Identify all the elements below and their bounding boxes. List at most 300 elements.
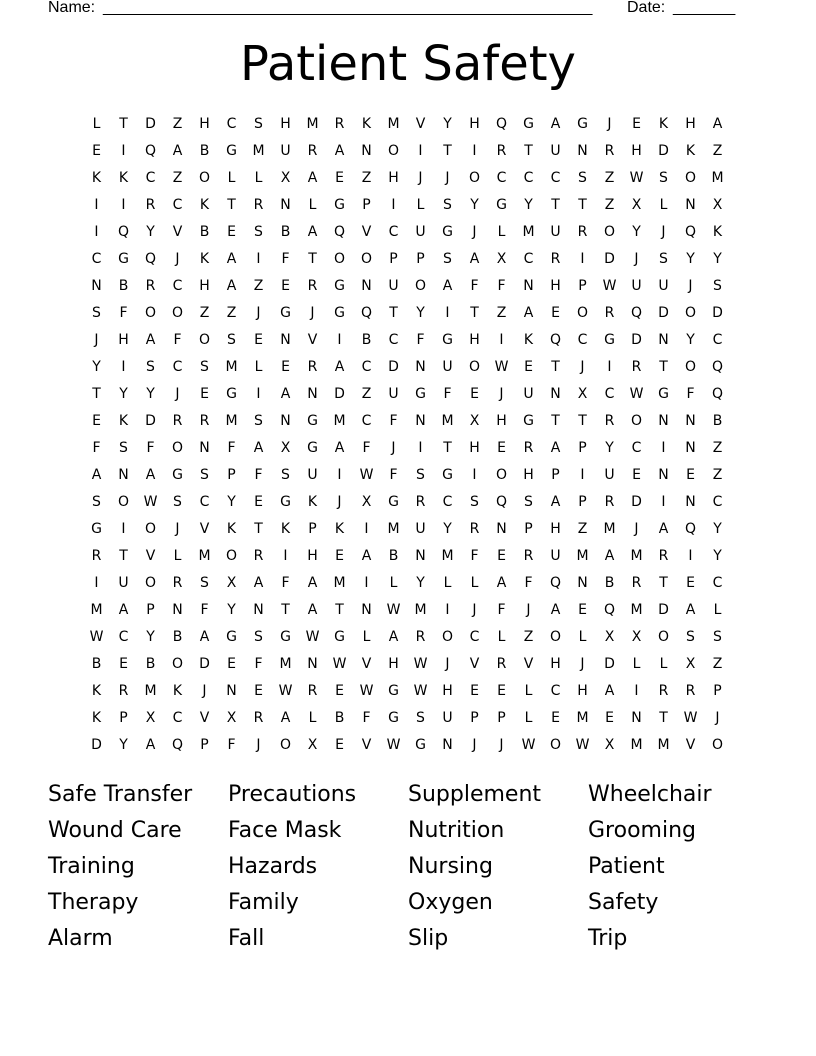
grid-letter: O xyxy=(279,737,292,753)
grid-letter: G xyxy=(442,224,453,240)
grid-letter: K xyxy=(91,170,102,186)
grid-letter: H xyxy=(523,467,534,483)
grid-letter: P xyxy=(416,251,425,267)
grid-letter: J xyxy=(472,224,477,240)
grid-letter: C xyxy=(442,494,453,510)
grid-letter: P xyxy=(389,251,398,267)
grid-letter: P xyxy=(578,440,587,456)
grid-letter: A xyxy=(334,359,345,375)
grid-letter: W xyxy=(413,683,428,699)
grid-row xyxy=(83,678,731,705)
grid-letter: O xyxy=(684,359,697,375)
grid-letter: H xyxy=(280,116,291,132)
grid-letter: H xyxy=(550,278,561,294)
grid-letter: S xyxy=(416,467,425,483)
grid-letter: Y xyxy=(686,332,695,348)
grid-letter: N xyxy=(685,413,696,429)
grid-letter: D xyxy=(604,656,615,672)
grid-letter: F xyxy=(146,440,155,456)
grid-letter: W xyxy=(386,737,401,753)
grid-letter: R xyxy=(172,413,183,429)
grid-letter: M xyxy=(333,413,346,429)
grid-letter: R xyxy=(145,278,156,294)
word-list-item: Face Mask xyxy=(228,818,342,843)
grid-letter: Y xyxy=(416,305,425,321)
grid-letter: J xyxy=(418,170,423,186)
grid-letter: J xyxy=(256,737,261,753)
grid-letter: W xyxy=(305,629,320,645)
word-list-item: Precautions xyxy=(228,782,357,807)
grid-letter: L xyxy=(308,197,317,213)
grid-letter: C xyxy=(361,359,372,375)
grid-letter: A xyxy=(388,629,399,645)
grid-letter: Y xyxy=(686,251,695,267)
grid-letter: N xyxy=(631,710,642,726)
word-list-item: Safety xyxy=(588,890,659,915)
grid-letter: E xyxy=(227,656,236,672)
grid-letter: A xyxy=(334,440,345,456)
grid-row xyxy=(83,597,731,624)
grid-letter: L xyxy=(254,359,263,375)
grid-letter: R xyxy=(415,494,426,510)
grid-letter: Y xyxy=(146,224,155,240)
grid-letter: O xyxy=(171,656,184,672)
grid-letter: U xyxy=(307,467,318,483)
grid-letter: X xyxy=(712,197,723,213)
grid-letter: O xyxy=(495,467,508,483)
grid-letter: U xyxy=(442,710,453,726)
grid-letter: V xyxy=(199,710,210,726)
grid-letter: Z xyxy=(361,386,372,402)
worksheet-header xyxy=(48,0,748,20)
grid-letter: C xyxy=(172,197,183,213)
name-field-line: _______________________________________________________ xyxy=(103,0,593,16)
grid-letter: X xyxy=(631,629,642,645)
grid-letter: T xyxy=(659,359,668,375)
grid-letter: F xyxy=(92,440,101,456)
grid-row xyxy=(83,651,731,678)
grid-letter: U xyxy=(550,143,561,159)
grid-letter: R xyxy=(550,251,561,267)
grid-letter: J xyxy=(580,656,585,672)
grid-letter: O xyxy=(144,521,157,537)
grid-letter: G xyxy=(415,386,426,402)
grid-letter: V xyxy=(685,737,696,753)
grid-letter: G xyxy=(280,305,291,321)
grid-letter: B xyxy=(334,710,345,726)
grid-letter: L xyxy=(92,116,101,132)
grid-letter: C xyxy=(388,224,399,240)
grid-letter: W xyxy=(629,386,644,402)
grid-letter: F xyxy=(389,467,398,483)
grid-letter: D xyxy=(658,143,669,159)
grid-letter: P xyxy=(200,737,209,753)
grid-letter: O xyxy=(198,170,211,186)
grid-letter: L xyxy=(497,224,506,240)
grid-letter: J xyxy=(175,386,180,402)
grid-letter: A xyxy=(523,305,534,321)
grid-letter: X xyxy=(280,170,291,186)
grid-letter: A xyxy=(145,737,156,753)
grid-letter: Z xyxy=(712,656,723,672)
grid-letter: L xyxy=(713,602,722,618)
grid-letter: T xyxy=(389,305,398,321)
grid-letter: B xyxy=(199,224,210,240)
grid-letter: H xyxy=(469,332,480,348)
grid-letter: Z xyxy=(172,116,183,132)
grid-letter: G xyxy=(226,143,237,159)
grid-letter: C xyxy=(172,710,183,726)
grid-letter: H xyxy=(685,116,696,132)
grid-letter: S xyxy=(173,494,182,510)
grid-letter: N xyxy=(685,197,696,213)
grid-letter: Z xyxy=(253,278,264,294)
grid-letter: C xyxy=(145,170,156,186)
grid-letter: I xyxy=(445,305,450,321)
grid-letter: L xyxy=(254,170,263,186)
grid-letter: A xyxy=(199,629,210,645)
grid-letter: Z xyxy=(226,305,237,321)
grid-letter: Q xyxy=(549,575,562,591)
grid-letter: E xyxy=(281,278,290,294)
grid-letter: Y xyxy=(146,629,155,645)
grid-letter: P xyxy=(227,467,236,483)
grid-letter: M xyxy=(90,602,103,618)
grid-letter: I xyxy=(580,467,585,483)
grid-letter: D xyxy=(604,251,615,267)
grid-letter: J xyxy=(634,251,639,267)
grid-letter: O xyxy=(711,737,724,753)
grid-letter: H xyxy=(199,116,210,132)
grid-letter: Q xyxy=(333,224,346,240)
grid-letter: M xyxy=(603,521,616,537)
grid-letter: Q xyxy=(117,224,130,240)
grid-letter: K xyxy=(307,494,318,510)
grid-letter: L xyxy=(659,197,668,213)
grid-letter: O xyxy=(144,305,157,321)
grid-letter: X xyxy=(226,710,237,726)
grid-letter: F xyxy=(470,278,479,294)
grid-letter: I xyxy=(391,197,396,213)
word-list-item: Alarm xyxy=(48,926,113,951)
grid-row xyxy=(83,732,731,759)
grid-letter: I xyxy=(499,332,504,348)
grid-letter: D xyxy=(658,602,669,618)
name-label: Name: xyxy=(48,0,96,16)
grid-letter: E xyxy=(551,710,560,726)
grid-letter: P xyxy=(119,710,128,726)
grid-letter: R xyxy=(307,143,318,159)
grid-letter: D xyxy=(145,116,156,132)
grid-letter: U xyxy=(658,278,669,294)
grid-letter: S xyxy=(200,467,209,483)
grid-letter: R xyxy=(658,548,669,564)
grid-letter: W xyxy=(386,602,401,618)
grid-letter: C xyxy=(712,332,723,348)
grid-letter: O xyxy=(468,170,481,186)
grid-letter: G xyxy=(334,278,345,294)
grid-letter: Y xyxy=(92,359,101,375)
grid-letter: O xyxy=(549,737,562,753)
grid-letter: H xyxy=(469,116,480,132)
grid-letter: Y xyxy=(713,251,722,267)
grid-row xyxy=(83,354,731,381)
grid-letter: J xyxy=(499,386,504,402)
grid-row xyxy=(83,165,731,192)
grid-row xyxy=(83,570,731,597)
grid-letter: R xyxy=(685,683,696,699)
grid-letter: M xyxy=(387,521,400,537)
grid-letter: I xyxy=(256,251,261,267)
grid-letter: J xyxy=(580,359,585,375)
grid-letter: N xyxy=(280,197,291,213)
grid-letter: L xyxy=(443,575,452,591)
grid-letter: G xyxy=(334,629,345,645)
page-title: Patient Safety xyxy=(240,36,576,92)
grid-letter: E xyxy=(335,170,344,186)
grid-letter: L xyxy=(659,656,668,672)
grid-letter: C xyxy=(604,386,615,402)
grid-letter: O xyxy=(684,305,697,321)
grid-letter: M xyxy=(225,359,238,375)
grid-letter: S xyxy=(416,710,425,726)
grid-letter: C xyxy=(550,170,561,186)
grid-letter: R xyxy=(199,413,210,429)
grid-letter: S xyxy=(659,251,668,267)
grid-letter: N xyxy=(118,467,129,483)
grid-letter: F xyxy=(119,305,128,321)
grid-letter: E xyxy=(632,116,641,132)
grid-letter: N xyxy=(658,332,669,348)
grid-letter: B xyxy=(91,656,102,672)
grid-letter: S xyxy=(119,440,128,456)
grid-letter: A xyxy=(361,548,372,564)
grid-letter: S xyxy=(470,494,479,510)
grid-letter: X xyxy=(496,251,507,267)
grid-letter: Q xyxy=(495,494,508,510)
grid-letter: B xyxy=(388,548,399,564)
grid-letter: I xyxy=(337,332,342,348)
grid-letter: R xyxy=(469,521,480,537)
grid-letter: W xyxy=(359,683,374,699)
grid-letter: V xyxy=(199,521,210,537)
grid-letter: J xyxy=(688,278,693,294)
grid-letter: W xyxy=(494,359,509,375)
grid-letter: M xyxy=(279,656,292,672)
grid-row xyxy=(83,462,731,489)
grid-letter: O xyxy=(225,548,238,564)
grid-letter: Y xyxy=(713,548,722,564)
grid-letter: V xyxy=(415,116,426,132)
grid-letter: I xyxy=(94,224,99,240)
grid-letter: A xyxy=(334,143,345,159)
grid-letter: Y xyxy=(119,386,128,402)
grid-letter: E xyxy=(335,683,344,699)
grid-letter: D xyxy=(91,737,102,753)
grid-letter: Z xyxy=(361,170,372,186)
grid-letter: J xyxy=(256,305,261,321)
grid-letter: Y xyxy=(605,440,614,456)
grid-letter: M xyxy=(306,116,319,132)
grid-letter: N xyxy=(361,278,372,294)
grid-letter: A xyxy=(550,116,561,132)
grid-letter: D xyxy=(334,386,345,402)
grid-letter: W xyxy=(521,737,536,753)
grid-letter: F xyxy=(362,710,371,726)
grid-letter: G xyxy=(442,332,453,348)
grid-letter: U xyxy=(550,548,561,564)
grid-letter: A xyxy=(118,602,129,618)
grid-row xyxy=(83,381,731,408)
word-list-item: Trip xyxy=(588,926,628,951)
grid-letter: W xyxy=(143,494,158,510)
grid-letter: C xyxy=(469,629,480,645)
grid-letter: S xyxy=(281,467,290,483)
grid-letter: C xyxy=(523,170,534,186)
grid-row xyxy=(83,408,731,435)
grid-letter: A xyxy=(307,575,318,591)
grid-letter: H xyxy=(631,143,642,159)
grid-letter: E xyxy=(686,575,695,591)
grid-letter: C xyxy=(550,683,561,699)
grid-letter: T xyxy=(119,116,128,132)
grid-letter: T xyxy=(659,575,668,591)
grid-letter: H xyxy=(496,413,507,429)
grid-letter: Y xyxy=(632,224,641,240)
grid-letter: B xyxy=(145,656,156,672)
grid-letter: G xyxy=(577,116,588,132)
grid-letter: I xyxy=(364,575,369,591)
grid-letter: M xyxy=(387,116,400,132)
grid-letter: S xyxy=(524,494,533,510)
grid-letter: J xyxy=(472,737,477,753)
grid-letter: B xyxy=(172,629,183,645)
grid-letter: N xyxy=(280,413,291,429)
grid-letter: G xyxy=(334,305,345,321)
grid-letter: H xyxy=(307,548,318,564)
word-list-item: Fall xyxy=(228,926,265,951)
grid-letter: E xyxy=(497,548,506,564)
grid-letter: R xyxy=(307,278,318,294)
grid-letter: N xyxy=(361,602,372,618)
word-list-item: Wheelchair xyxy=(588,782,712,807)
grid-letter: V xyxy=(523,656,534,672)
grid-letter: R xyxy=(118,683,129,699)
grid-letter: X xyxy=(280,440,291,456)
grid-letter: Y xyxy=(146,386,155,402)
grid-letter: C xyxy=(226,116,237,132)
grid-letter: A xyxy=(226,278,237,294)
grid-letter: M xyxy=(630,737,643,753)
grid-letter: G xyxy=(307,413,318,429)
grid-letter: M xyxy=(441,548,454,564)
grid-letter: A xyxy=(307,170,318,186)
grid-letter: I xyxy=(634,683,639,699)
grid-letter: T xyxy=(551,413,560,429)
grid-letter: Z xyxy=(712,143,723,159)
grid-letter: E xyxy=(497,440,506,456)
grid-letter: L xyxy=(524,683,533,699)
grid-letter: P xyxy=(362,197,371,213)
grid-letter: M xyxy=(576,548,589,564)
grid-letter: J xyxy=(526,602,531,618)
grid-letter: O xyxy=(171,305,184,321)
word-list-item: Hazards xyxy=(228,854,318,879)
grid-letter: I xyxy=(607,359,612,375)
grid-letter: I xyxy=(688,548,693,564)
grid-letter: H xyxy=(469,440,480,456)
grid-letter: K xyxy=(361,116,372,132)
grid-letter: N xyxy=(253,602,264,618)
grid-letter: I xyxy=(121,143,126,159)
grid-letter: Y xyxy=(443,521,452,537)
grid-letter: N xyxy=(577,143,588,159)
grid-letter: C xyxy=(199,494,210,510)
grid-letter: M xyxy=(225,413,238,429)
grid-letter: M xyxy=(414,602,427,618)
grid-letter: I xyxy=(121,197,126,213)
grid-letter: T xyxy=(443,143,452,159)
grid-letter: A xyxy=(685,602,696,618)
grid-letter: F xyxy=(524,575,533,591)
grid-letter: Z xyxy=(172,170,183,186)
grid-letter: J xyxy=(175,521,180,537)
grid-row xyxy=(83,219,731,246)
grid-letter: I xyxy=(94,575,99,591)
grid-letter: W xyxy=(413,656,428,672)
grid-letter: D xyxy=(388,359,399,375)
grid-row xyxy=(83,246,731,273)
grid-letter: U xyxy=(550,224,561,240)
grid-letter: G xyxy=(388,494,399,510)
grid-letter: J xyxy=(634,521,639,537)
grid-letter: I xyxy=(580,251,585,267)
grid-letter: F xyxy=(389,413,398,429)
grid-letter: W xyxy=(359,467,374,483)
word-list-item: Nutrition xyxy=(408,818,505,843)
grid-letter: N xyxy=(172,602,183,618)
grid-letter: P xyxy=(470,710,479,726)
grid-letter: C xyxy=(712,494,723,510)
grid-letter: N xyxy=(226,683,237,699)
grid-letter: X xyxy=(604,737,615,753)
grid-letter: A xyxy=(172,143,183,159)
grid-letter: M xyxy=(333,575,346,591)
grid-letter: S xyxy=(443,251,452,267)
grid-letter: L xyxy=(362,629,371,645)
grid-letter: T xyxy=(281,602,290,618)
grid-letter: Q xyxy=(495,116,508,132)
grid-letter: S xyxy=(686,629,695,645)
grid-letter: A xyxy=(253,440,264,456)
grid-letter: J xyxy=(202,683,207,699)
grid-letter: F xyxy=(200,602,209,618)
grid-letter: I xyxy=(337,467,342,483)
grid-letter: R xyxy=(91,548,102,564)
grid-letter: F xyxy=(227,737,236,753)
grid-letter: Z xyxy=(199,305,210,321)
grid-letter: H xyxy=(388,656,399,672)
grid-letter: C xyxy=(172,278,183,294)
grid-letter: F xyxy=(497,278,506,294)
grid-letter: G xyxy=(226,386,237,402)
grid-letter: F xyxy=(281,251,290,267)
grid-letter: R xyxy=(604,494,615,510)
grid-letter: F xyxy=(470,548,479,564)
grid-letter: O xyxy=(144,575,157,591)
grid-letter: A xyxy=(280,710,291,726)
grid-letter: W xyxy=(278,683,293,699)
